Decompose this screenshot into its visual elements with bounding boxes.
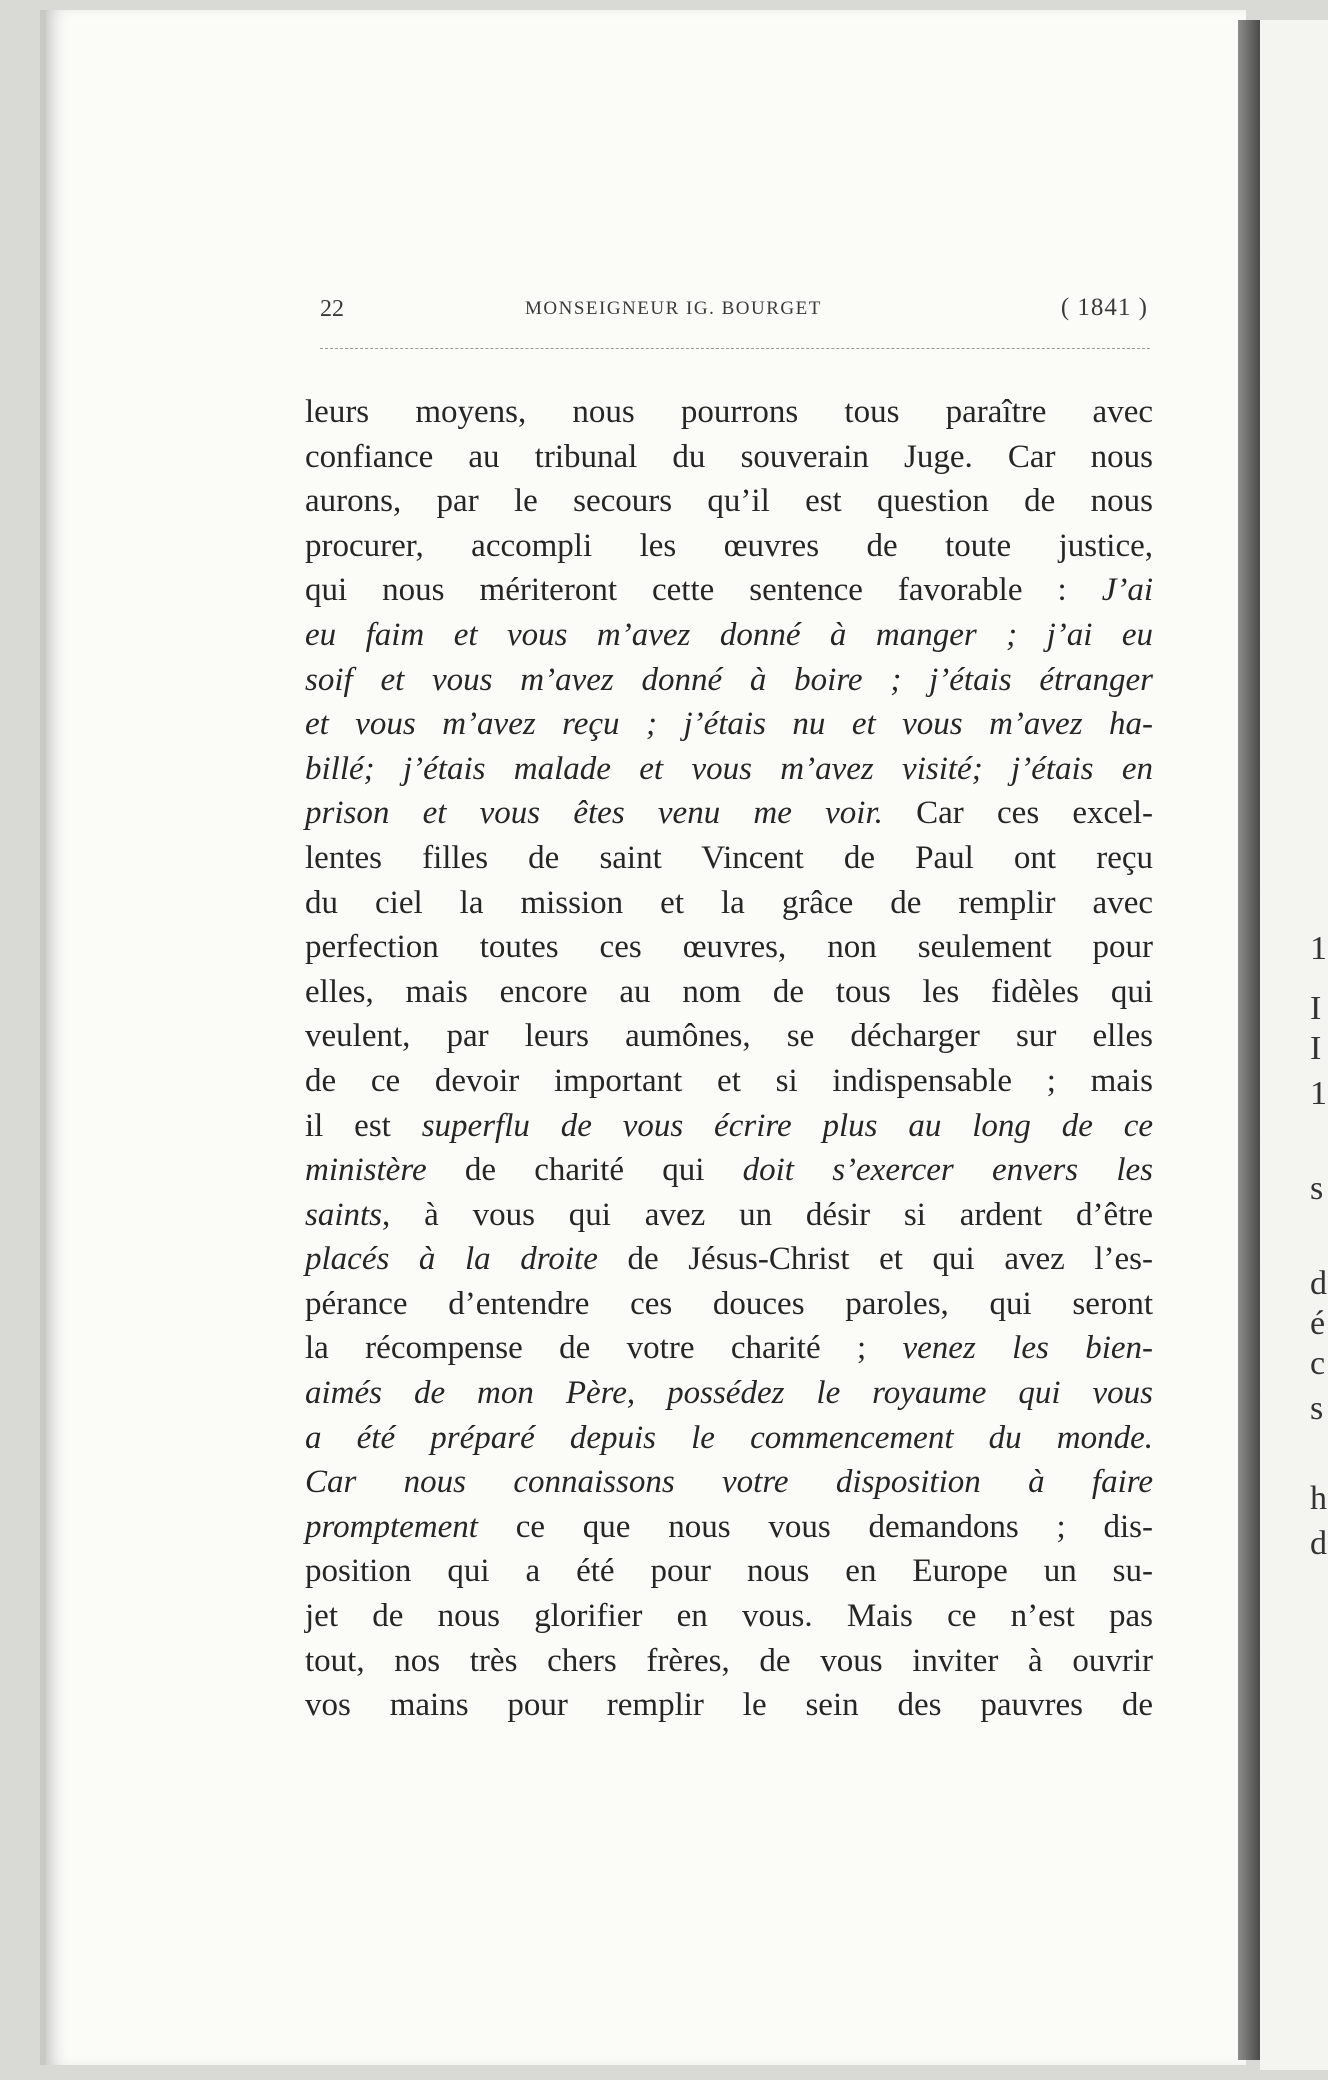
italic-run: soif et vous m’avez donné à boire ; j’étais étranger: [305, 661, 1153, 698]
text-run: leurs moyens, nous pourrons tous paraître avec: [305, 394, 1153, 430]
header-year: ( 1841 ): [1060, 294, 1148, 321]
italic-run: Car nous connaissons votre disposition à faire: [305, 1464, 1153, 1501]
text-line: [305, 1505, 1153, 1550]
spine-shadow: [1238, 20, 1260, 2060]
text-run: de charité qui: [426, 1152, 743, 1189]
text-run: lentes filles de saint Vincent de Paul ont reçu: [305, 839, 1153, 876]
text-run: du ciel la mission et la grâce de remplir avec: [305, 884, 1153, 921]
facing-page-fragment: h: [1310, 1480, 1327, 1517]
text-line: [305, 747, 1153, 792]
text-line: [305, 702, 1153, 747]
text-line: [305, 658, 1153, 703]
facing-page-fragment: I: [1310, 1030, 1322, 1067]
text-line: [305, 1014, 1153, 1059]
italic-run: venez les bien-: [902, 1330, 1153, 1367]
italic-run: prison et vous êtes venu me voir.: [305, 795, 883, 832]
text-line: [305, 1460, 1153, 1505]
facing-page-fragment: s: [1310, 1390, 1324, 1427]
page-header: [320, 290, 1150, 330]
text-line: [305, 435, 1153, 480]
facing-page-fragment: d: [1310, 1265, 1327, 1302]
text-line: [305, 1104, 1153, 1149]
text-line: [305, 1371, 1153, 1416]
text-run: veulent, par leurs aumônes, se décharger sur elles: [305, 1018, 1153, 1055]
text-line: [305, 568, 1153, 613]
facing-page-edge: [1260, 20, 1328, 2070]
text-run: il est: [305, 1107, 422, 1144]
text-line: [305, 1639, 1153, 1684]
italic-run: J’ai: [1101, 572, 1153, 609]
text-run: perfection toutes ces œuvres, non seulement pour: [305, 929, 1153, 966]
text-run: jet de nous glorifier en vous. Mais ce n’est pas: [305, 1598, 1153, 1635]
text-run: de ce devoir important et si indispensable ; mais: [305, 1062, 1153, 1099]
italic-run: et vous m’avez reçu ; j’étais nu et vous m’avez ha-: [305, 706, 1153, 743]
facing-page-fragment: 1: [1310, 1075, 1327, 1112]
text-line: [305, 836, 1153, 881]
text-run: aurons, par le secours qu’il est question de nous: [305, 483, 1153, 520]
body-text: [305, 390, 1153, 1728]
facing-page-fragment: I: [1310, 990, 1322, 1027]
facing-page-fragment: 1: [1310, 930, 1327, 967]
text-line: [305, 1148, 1153, 1193]
text-run: procurer, accompli les œuvres de toute justice,: [305, 527, 1153, 564]
text-line: [305, 479, 1153, 524]
italic-run: placés à la droite: [305, 1241, 598, 1278]
text-run: pérance d’entendre ces douces paroles, qui seront: [305, 1285, 1153, 1322]
text-run: qui nous mériteront cette sentence favorable :: [305, 572, 1102, 609]
text-line: [305, 524, 1153, 569]
facing-page-fragment: é: [1310, 1305, 1326, 1342]
italic-run: a été préparé depuis le commencement du monde.: [305, 1419, 1153, 1456]
text-line: [305, 1237, 1153, 1282]
page-number: 22: [320, 296, 344, 322]
text-line: [305, 1549, 1153, 1594]
text-line: [305, 390, 1153, 435]
text-line: [305, 970, 1153, 1015]
text-run: vos mains pour remplir le sein des pauvres de: [305, 1687, 1153, 1724]
facing-page-fragment: d: [1310, 1525, 1327, 1562]
italic-run: doit s’exercer envers les: [742, 1152, 1153, 1189]
italic-run: saints: [305, 1196, 383, 1233]
text-run: la récompense de votre charité ;: [305, 1330, 903, 1367]
italic-run: promptement: [305, 1508, 478, 1545]
italic-run: ministère: [305, 1152, 427, 1189]
text-line: [305, 1326, 1153, 1371]
text-run: position qui a été pour nous en Europe un su-: [305, 1553, 1153, 1590]
running-title: MONSEIGNEUR IG. BOURGET: [525, 298, 822, 319]
text-line: [305, 1683, 1153, 1728]
text-run: Car ces excel-: [882, 795, 1153, 832]
text-line: [305, 791, 1153, 836]
text-run: confiance au tribunal du souverain Juge. Car nous: [305, 438, 1153, 475]
text-line: [305, 1059, 1153, 1104]
text-run: elles, mais encore au nom de tous les fidèles qui: [305, 973, 1153, 1010]
text-run: , à vous qui avez un désir si ardent d’être: [382, 1196, 1153, 1233]
italic-run: superflu de vous écrire plus au long de ce: [421, 1107, 1153, 1144]
text-line: [305, 613, 1153, 658]
text-run: tout, nos très chers frères, de vous inviter à ouvrir: [305, 1642, 1153, 1679]
text-line: [305, 1193, 1153, 1238]
text-line: [305, 925, 1153, 970]
facing-page-fragment: s: [1310, 1170, 1324, 1207]
text-line: [305, 1282, 1153, 1327]
text-line: [305, 1594, 1153, 1639]
text-run: de Jésus-Christ et qui avez l’es-: [597, 1241, 1153, 1278]
italic-run: aimés de mon Père, possédez le royaume qui vous: [305, 1375, 1153, 1412]
header-rule: [320, 348, 1150, 349]
text-run: ce que nous vous demandons ; dis-: [477, 1508, 1153, 1545]
text-line: [305, 881, 1153, 926]
italic-run: billé; j’étais malade et vous m’avez visité; j’étais en: [305, 750, 1153, 787]
text-line: [305, 1416, 1153, 1461]
italic-run: eu faim et vous m’avez donné à manger ; j’ai eu: [305, 616, 1153, 653]
facing-page-fragment: c: [1310, 1345, 1326, 1382]
